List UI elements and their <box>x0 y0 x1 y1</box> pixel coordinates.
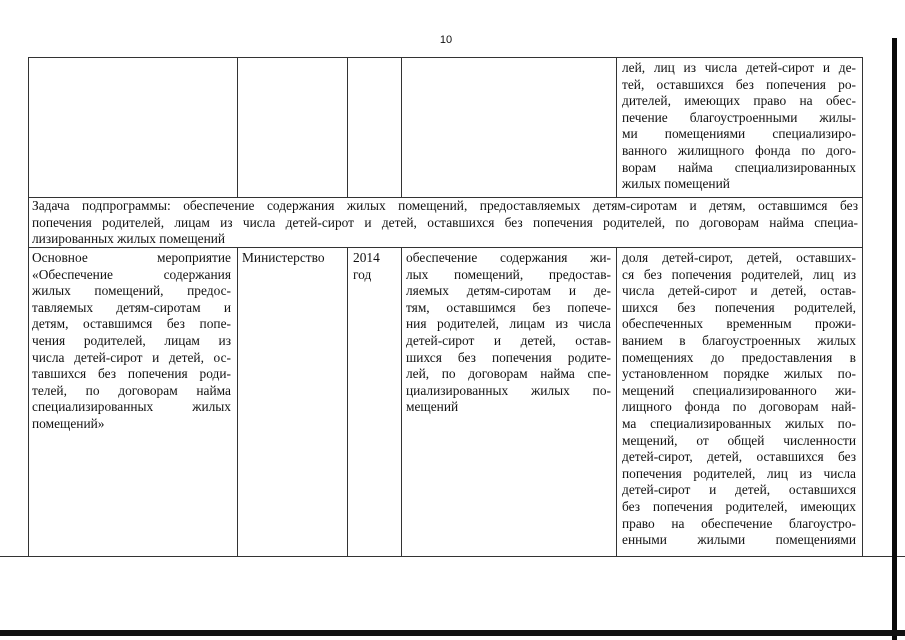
text-line: телей, по договорам найма <box>32 382 231 398</box>
text-line: числа детей-сирот и детей, остав- <box>622 283 856 299</box>
text-line: шихся без попечения родите- <box>406 349 611 365</box>
text-line: дителей, имеющих право на обес- <box>622 93 856 109</box>
term-cell <box>353 250 398 283</box>
column-divider-2 <box>347 57 348 198</box>
text-line: обеспечение содержания жи- <box>406 250 611 265</box>
text-line: чения родителей, лицам из <box>32 332 231 348</box>
column-divider-4 <box>616 57 617 198</box>
column-divider-1 <box>237 247 238 557</box>
text-line: детей-сирот и детей, оставшихся <box>622 482 856 498</box>
column-divider-1 <box>237 57 238 198</box>
text-line: установленном порядке жилых по- <box>622 366 856 382</box>
column-divider-4 <box>616 247 617 557</box>
responsible-executor-cell <box>242 250 344 267</box>
text-line: Задача подпрограммы: обеспечение содержания жилых помещений, предоставляемых детям-сиротам и детям, оставшимся без <box>32 198 858 213</box>
task-row-text <box>32 198 858 248</box>
text-line: ния родителей, лицам из числа <box>406 316 611 332</box>
text-line: печение благоустроенными жилы- <box>622 109 856 125</box>
continuation-indicator-text <box>622 60 856 193</box>
text-line: мещений специализированного жи- <box>622 382 856 398</box>
text-line: мещений, от общей численности <box>622 432 856 448</box>
text-line: детей-сирот, детей, оставшихся без <box>622 449 856 465</box>
text-line: ма специализированных жилых по- <box>622 415 856 431</box>
page-cut-line <box>0 556 905 557</box>
text-line: мещений <box>406 399 459 415</box>
text-line: лей, лиц из числа детей-сирот и де- <box>622 60 856 75</box>
text-line: лей, по договорам найма спе- <box>406 366 611 382</box>
text-line: попечения родителей, лиц из числа <box>622 465 856 481</box>
activity-name-cell <box>32 250 231 433</box>
text-line: енными жилыми помещениями <box>622 532 856 548</box>
text-line: лизированных жилых помещений <box>32 231 226 247</box>
text-line: «Обеспечение содержания <box>32 266 231 282</box>
scan-edge-bottom <box>0 630 905 636</box>
text-line: тям, оставшимся без попече- <box>406 299 611 315</box>
text-line: лищного фонда по договорам най- <box>622 399 856 415</box>
column-divider-2 <box>347 247 348 557</box>
text-line: тавляемых детям-сиротам и <box>32 299 231 315</box>
text-line: 2014 <box>353 250 380 265</box>
column-divider-3 <box>401 247 402 557</box>
text-line: ванием в благоустроенных жилых <box>622 332 856 348</box>
text-line: жилых помещений <box>622 176 730 192</box>
text-line: тей, оставшихся без попечения ро- <box>622 76 856 92</box>
text-line: помещений» <box>32 415 105 431</box>
scan-edge-right <box>892 38 897 640</box>
text-line: ся без попечения родителей, лиц из <box>622 266 856 282</box>
table-border-left <box>28 57 29 557</box>
expected-result-cell <box>406 250 611 416</box>
table-border-top <box>28 57 863 58</box>
text-line: числа детей-сирот и детей, ос- <box>32 349 231 365</box>
text-line: обеспеченных временным прожи- <box>622 316 856 332</box>
text-line: право на обеспечение благоустро- <box>622 515 856 531</box>
text-line: доля детей-сирот, детей, оставших- <box>622 250 856 265</box>
text-line: год <box>353 266 372 282</box>
text-line: Министерство <box>242 250 325 265</box>
text-line: циализированных жилых по- <box>406 382 611 398</box>
column-divider-3 <box>401 57 402 198</box>
text-line: лых помещений, предостав- <box>406 266 611 282</box>
indicator-cell <box>622 250 856 549</box>
page-number: 10 <box>439 34 453 46</box>
text-line: тавшихся без попечения роди- <box>32 366 231 382</box>
text-line: ванного жилищного фонда по дого- <box>622 142 856 158</box>
text-line: шихся без попечения родителей, <box>622 299 856 315</box>
text-line: ворам найма специализированных <box>622 159 856 175</box>
text-line: Основное мероприятие <box>32 250 231 265</box>
text-line: помещениях до предоставления в <box>622 349 856 365</box>
text-line: без попечения родителей, имеющих <box>622 498 856 514</box>
text-line: жилых помещений, предос- <box>32 283 231 299</box>
text-line: ляемых детям-сиротам и де- <box>406 283 611 299</box>
table-border-right <box>862 57 863 557</box>
text-line: специализированных жилых <box>32 399 231 415</box>
text-line: ми помещениями специализиро- <box>622 126 856 142</box>
text-line: детей-сирот и детей, остав- <box>406 332 611 348</box>
text-line: детям, оставшимся без попе- <box>32 316 231 332</box>
text-line: попечения родителей, лицам из числа детей-сирот и детей, оставшихся без попечения родителей, по договорам найма специа- <box>32 214 858 230</box>
